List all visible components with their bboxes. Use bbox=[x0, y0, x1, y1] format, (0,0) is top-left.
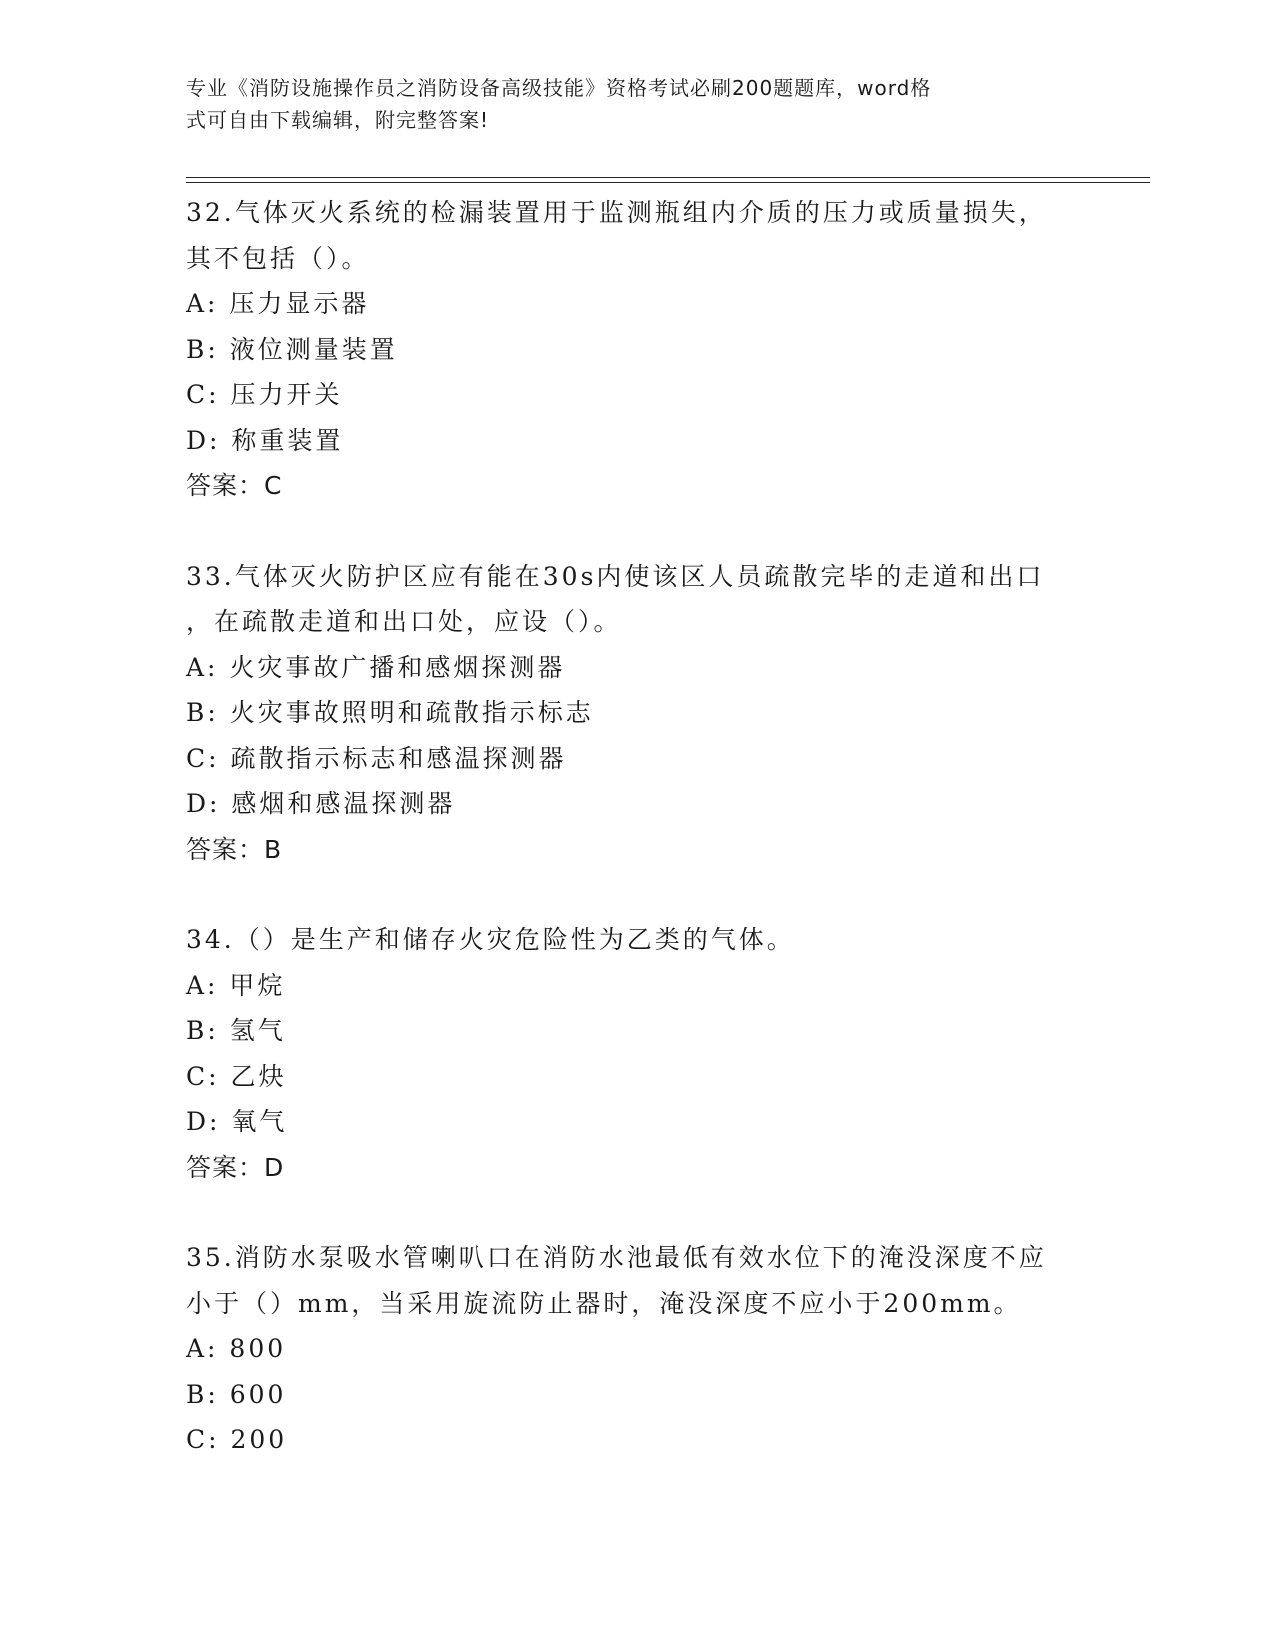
option-b: B: 600 bbox=[186, 1379, 287, 1409]
question-stem-line: 35.消防水泵吸水管喇叭口在消防水池最低有效水位下的淹没深度不应 bbox=[186, 1243, 1047, 1272]
question-stem-line: 34.（）是生产和储存火灾危险性为乙类的气体。 bbox=[186, 925, 795, 954]
question-35 bbox=[186, 1235, 1086, 1463]
header-line-2: 式可自由下载编辑，附完整答案! bbox=[186, 108, 490, 132]
answer-line: 答案：B bbox=[186, 834, 283, 864]
option-c: C: 压力开关 bbox=[186, 380, 343, 409]
option-a: A: 火灾事故广播和感烟探测器 bbox=[186, 652, 566, 682]
option-b: B: 火灾事故照明和疏散指示标志 bbox=[186, 698, 594, 727]
answer-line: 答案：D bbox=[186, 1152, 285, 1182]
option-d: D: 感烟和感温探测器 bbox=[186, 789, 456, 818]
question-gap bbox=[186, 872, 1086, 917]
question-stem-line: 33.气体灭火防护区应有能在30s内使该区人员疏散完毕的走道和出口 bbox=[186, 561, 1045, 591]
option-c: C: 200 bbox=[186, 1425, 288, 1454]
question-34 bbox=[186, 917, 1086, 1190]
question-33 bbox=[186, 554, 1086, 873]
document-header bbox=[186, 72, 1066, 136]
option-c: C: 乙炔 bbox=[186, 1061, 287, 1091]
option-d: D: 氧气 bbox=[186, 1107, 288, 1136]
option-a: A: 800 bbox=[186, 1334, 287, 1363]
question-32 bbox=[186, 190, 1086, 509]
option-b: B: 氢气 bbox=[186, 1016, 286, 1045]
question-stem-line: 32.气体灭火系统的检漏装置用于监测瓶组内介质的压力或质量损失， bbox=[186, 198, 1047, 227]
option-a: A: 压力显示器 bbox=[186, 289, 370, 318]
header-divider-top bbox=[186, 177, 1150, 178]
question-stem-line: 小于（）mm，当采用旋流防止器时，淹没深度不应小于200mm。 bbox=[186, 1288, 1022, 1318]
option-b: B: 液位测量装置 bbox=[186, 334, 398, 364]
question-gap bbox=[186, 1190, 1086, 1235]
option-a: A: 甲烷 bbox=[186, 970, 286, 1000]
answer-line: 答案：C bbox=[186, 471, 283, 500]
option-c: C: 疏散指示标志和感温探测器 bbox=[186, 743, 567, 773]
question-stem-line: ，在疏散走道和出口处，应设（）。 bbox=[186, 607, 622, 636]
question-list bbox=[186, 190, 1086, 1463]
header-line-1: 专业《消防设施操作员之消防设备高级技能》资格考试必刷200题题库，word格 bbox=[186, 76, 932, 100]
option-d: D: 称重装置 bbox=[186, 425, 344, 455]
header-divider-bottom bbox=[186, 182, 1150, 183]
question-stem-line: 其不包括（）。 bbox=[186, 243, 370, 273]
question-gap bbox=[186, 509, 1086, 554]
